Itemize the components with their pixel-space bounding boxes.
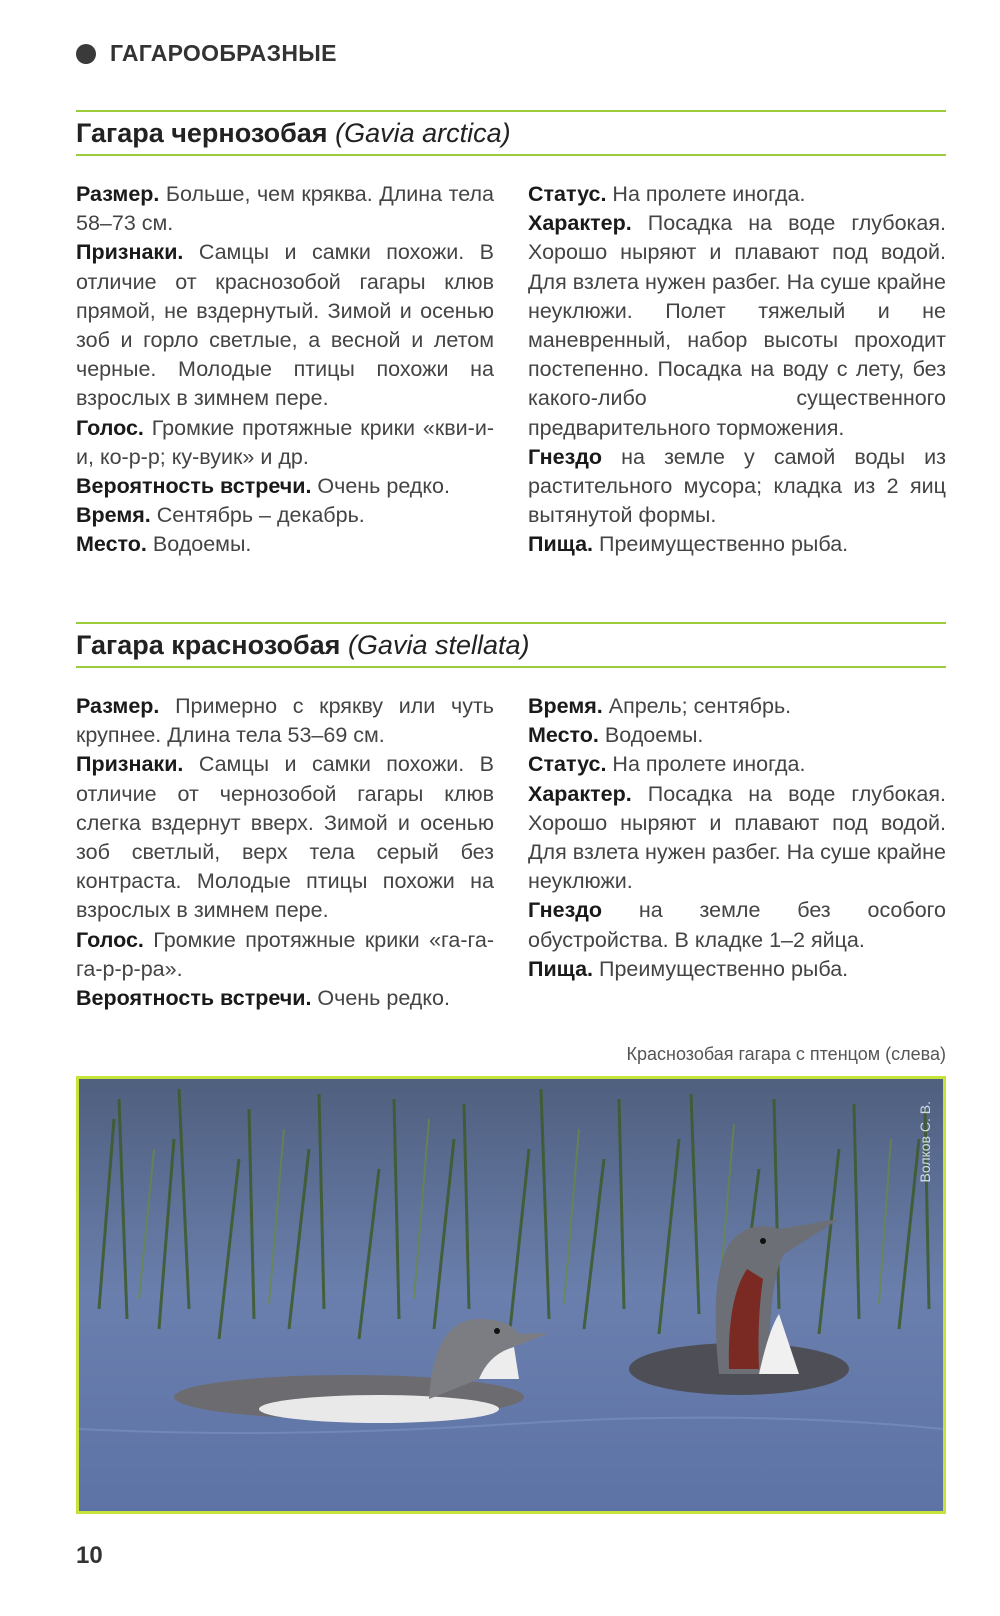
field-label: Характер. [528, 781, 632, 806]
field-label: Статус. [528, 182, 607, 206]
field-paragraph [528, 530, 946, 559]
field-paragraph [76, 926, 494, 984]
field-label: Место. [76, 532, 147, 557]
photo-credit: Волков С. В. [917, 1101, 933, 1183]
field-paragraph [76, 180, 494, 238]
species-name: Гагара чернозобая [76, 118, 328, 148]
field-text: Самцы и самки похожи. В отличие от краснозобой гагары клюв прямой, не вздернутый. Зимой и осенью зоб и горло светлые, а весной и летом черные. Молодые птицы похожи на взрослых в зимнем пере. [76, 240, 494, 411]
section-bullet-icon [76, 44, 96, 64]
field-paragraph [76, 414, 494, 472]
field-paragraph [76, 984, 494, 1013]
divider [76, 154, 946, 156]
field-label: Гнездо [528, 444, 603, 469]
field-text: Апрель; сентябрь. [602, 694, 792, 718]
field-label: Вероятность встречи. [76, 474, 312, 499]
divider [76, 666, 946, 668]
species-2-text [76, 692, 946, 1013]
field-paragraph [76, 530, 494, 559]
page-number: 10 [76, 1542, 103, 1569]
field-paragraph [528, 780, 946, 897]
field-paragraph [528, 209, 946, 443]
species-1-text [76, 180, 946, 560]
species-header-1 [76, 110, 946, 156]
field-label: Время. [528, 694, 603, 718]
field-label: Место. [528, 723, 599, 748]
field-label: Голос. [76, 415, 144, 440]
field-text: на земле у самой воды из растительного мусора; кладка из 2 яиц вытянутой формы. [528, 444, 946, 528]
field-text: На пролете иногда. [606, 752, 806, 777]
field-label: Пища. [528, 956, 594, 981]
field-paragraph [528, 443, 946, 531]
photo-caption: Краснозобая гагара с птенцом (слева) [626, 1044, 946, 1064]
field-paragraph [76, 238, 494, 413]
field-paragraph [76, 692, 494, 750]
field-text: Преимущественно рыба. [593, 532, 849, 557]
field-paragraph [528, 721, 946, 750]
field-text: Посадка на воде глубокая. Хорошо ныряют и плавают под водой. Для взлета нужен разбег. На суше крайне неуклюжи. [528, 781, 946, 894]
field-label: Размер. [76, 182, 160, 206]
field-label: Время. [76, 503, 151, 528]
loon-photo-illustration [79, 1079, 943, 1511]
text-column-right [528, 180, 946, 560]
section-header [76, 40, 337, 67]
field-text: Примерно с крякву или чуть крупнее. Длина тела 53–69 см. [76, 694, 494, 748]
field-paragraph [76, 750, 494, 925]
field-label: Вероятность встречи. [76, 986, 312, 1011]
bird-photo [76, 1076, 946, 1514]
field-paragraph [76, 472, 494, 501]
field-text: Самцы и самки похожи. В отличие от чернозобой гагары клюв слегка вздернут вверх. Зимой и осенью зоб светлый, верх тела серый без контраста. Молодые птицы похожи на взрослых в зимнем пере. [76, 752, 494, 923]
species-header-2 [76, 622, 946, 668]
species-name: Гагара краснозобая [76, 630, 341, 660]
field-text: на земле без особого обустройства. В кладке 1–2 яйца. [528, 898, 946, 952]
field-label: Характер. [528, 211, 632, 236]
species-latin-name: (Gavia stellata) [347, 630, 530, 660]
field-paragraph [528, 896, 946, 954]
text-column-left [76, 692, 494, 1013]
field-text: Посадка на воде глубокая. Хорошо ныряют и плавают под водой. Для взлета нужен разбег. На суше крайне неуклюжи. Полет тяжелый и не маневренный, набор высоты проходит постепенно. Посадка на воду с лету, без какого-либо существенного предварительного торможения. [528, 211, 946, 440]
text-column-right [528, 692, 946, 1013]
species-latin-name: (Gavia arctica) [335, 118, 511, 148]
field-label: Гнездо [528, 898, 603, 923]
field-paragraph [528, 180, 946, 209]
field-paragraph [528, 955, 946, 984]
field-label: Признаки. [76, 752, 184, 777]
field-text: Водоемы. [598, 723, 704, 748]
species-title [76, 624, 946, 666]
field-text: Больше, чем кряква. Длина тела 58–73 см. [76, 182, 494, 236]
field-text: Сентябрь – декабрь. [150, 503, 365, 528]
field-text: Очень редко. [311, 986, 450, 1011]
field-paragraph [76, 501, 494, 530]
field-label: Голос. [76, 927, 144, 952]
field-paragraph [528, 750, 946, 779]
field-text: Громкие протяжные крики «кви-и-и, ко-р-р; ку-вуик» и др. [76, 415, 494, 469]
field-text: Очень редко. [311, 474, 450, 499]
field-text: На пролете иногда. [606, 182, 806, 206]
species-title [76, 112, 946, 154]
field-label: Размер. [76, 694, 160, 718]
field-label: Пища. [528, 532, 594, 557]
text-column-left [76, 180, 494, 560]
field-text: Громкие протяжные крики «га-га-га-р-р-ра». [76, 927, 494, 981]
field-label: Признаки. [76, 240, 184, 265]
field-paragraph [528, 692, 946, 721]
field-text: Водоемы. [146, 532, 252, 557]
field-label: Статус. [528, 752, 607, 777]
field-text: Преимущественно рыба. [593, 956, 849, 981]
section-title: ГАГАРООБРАЗНЫЕ [110, 40, 337, 66]
